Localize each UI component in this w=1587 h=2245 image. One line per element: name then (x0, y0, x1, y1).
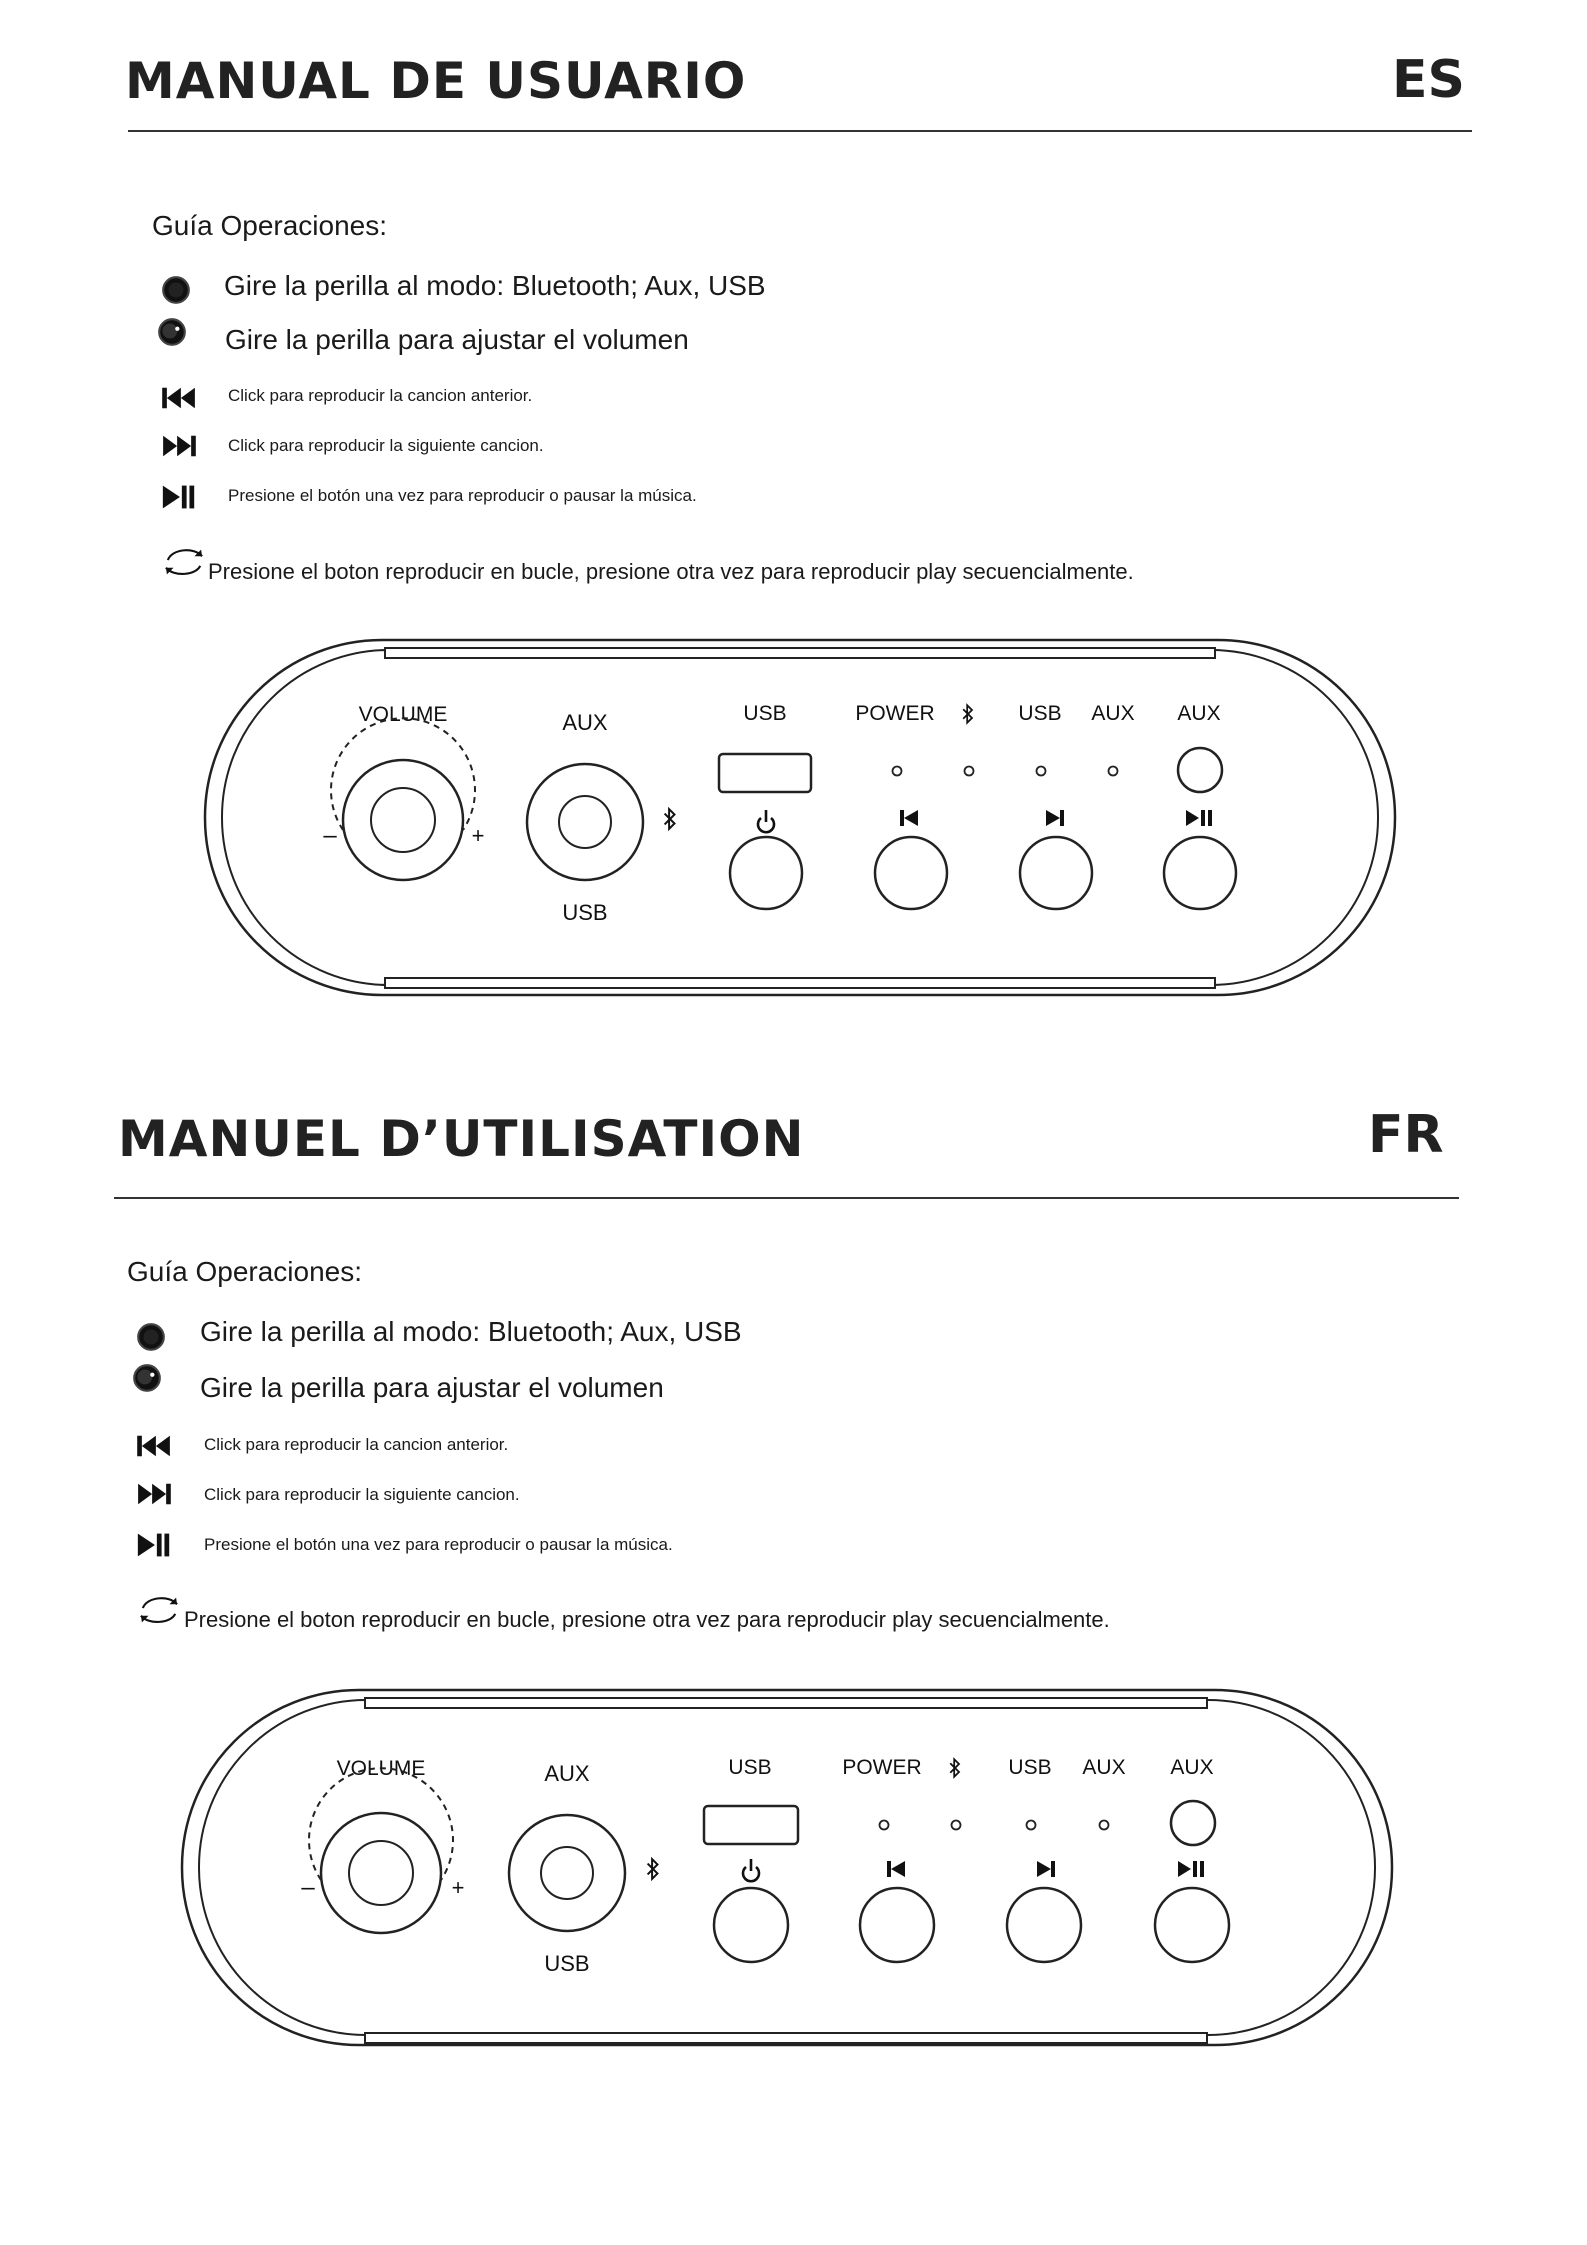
aux-jack-label: AUX (1170, 1756, 1214, 1779)
power-button[interactable] (730, 837, 802, 909)
loop-icon (160, 543, 208, 581)
next-button[interactable] (1020, 837, 1092, 909)
mode-usb-label: USB (562, 900, 608, 925)
volume-label: VOLUME (358, 703, 448, 726)
top-rail (385, 648, 1215, 658)
play-pause-button-icon (1178, 1861, 1204, 1877)
instruction-volume: Gire la perilla para ajustar el volumen (200, 1372, 664, 1403)
mode-knob-icon (135, 1321, 167, 1353)
bluetooth-led (952, 1821, 961, 1830)
instruction-play-pause: Presione el botón una vez para reproducir o pausar la música. (204, 1535, 673, 1554)
aux-led (1109, 767, 1118, 776)
usb-led-label: USB (1018, 702, 1062, 725)
previous-button[interactable] (860, 1888, 934, 1962)
power-label: POWER (855, 702, 935, 725)
guide-title: Guía Operaciones: (152, 210, 388, 241)
play-pause-button[interactable] (1164, 837, 1236, 909)
next-button-icon (1046, 810, 1064, 826)
instruction-next: Click para reproducir la siguiente cancion. (228, 436, 544, 455)
control-panel-diagram (0, 1680, 1587, 2060)
bluetooth-led (965, 767, 974, 776)
mode-aux-label: AUX (562, 710, 608, 735)
section-title: MANUAL DE USUARIO (125, 52, 747, 110)
aux-jack[interactable] (1178, 748, 1222, 792)
usb-port[interactable] (719, 754, 811, 792)
bottom-rail (385, 978, 1215, 988)
mode-knob-center (541, 1847, 593, 1899)
bluetooth-led-icon (963, 705, 972, 723)
header-divider (128, 130, 1472, 132)
aux-jack-label: AUX (1177, 702, 1221, 725)
loop-icon (135, 1591, 183, 1629)
guide-title: Guía Operaciones: (127, 1256, 363, 1287)
volume-knob-icon (131, 1362, 163, 1394)
mode-knob-center (559, 796, 611, 848)
power-led (880, 1821, 889, 1830)
instruction-play-pause: Presione el botón una vez para reproducir o pausar la música. (228, 486, 697, 505)
bottom-rail (365, 2033, 1207, 2043)
usb-port[interactable] (704, 1806, 798, 1844)
usb-led-label: USB (1008, 1756, 1052, 1779)
previous-track-icon (135, 1432, 173, 1460)
power-led (893, 767, 902, 776)
play-pause-button[interactable] (1155, 1888, 1229, 1962)
volume-knob-center (371, 788, 435, 852)
volume-knob-center (349, 1841, 413, 1905)
mode-aux-label: AUX (544, 1761, 590, 1786)
instruction-loop: Presione el boton reproducir en bucle, presione otra vez para reproducir play secuencialmente. (184, 1607, 1110, 1632)
bluetooth-led-icon (950, 1759, 959, 1777)
instruction-previous: Click para reproducir la cancion anterior. (228, 386, 533, 405)
mode-knob-icon (160, 274, 192, 306)
volume-plus: + (471, 823, 485, 848)
play-pause-icon (160, 482, 198, 512)
next-button[interactable] (1007, 1888, 1081, 1962)
instruction-previous: Click para reproducir la cancion anterior. (204, 1435, 509, 1454)
top-rail (365, 1698, 1207, 1708)
power-icon (758, 810, 774, 832)
next-track-icon (160, 432, 198, 460)
language-code: FR (1368, 1105, 1444, 1165)
aux-jack[interactable] (1171, 1801, 1215, 1845)
instruction-loop: Presione el boton reproducir en bucle, presione otra vez para reproducir play secuencialmente. (208, 559, 1134, 584)
power-button[interactable] (714, 1888, 788, 1962)
usb-port-label: USB (728, 1756, 772, 1779)
volume-minus: – (301, 1874, 315, 1901)
power-icon (743, 1859, 759, 1881)
power-label: POWER (842, 1756, 922, 1779)
previous-button-icon (887, 1861, 905, 1877)
usb-led (1037, 767, 1046, 776)
play-pause-button-icon (1186, 810, 1212, 826)
volume-knob-icon (156, 316, 188, 348)
mode-bluetooth-icon (648, 1859, 658, 1879)
volume-minus: – (323, 822, 337, 849)
next-track-icon (135, 1480, 173, 1508)
mode-usb-label: USB (544, 1951, 590, 1976)
section-title: MANUEL D’UTILISATION (118, 1110, 805, 1168)
play-pause-icon (135, 1530, 173, 1560)
usb-led (1027, 1821, 1036, 1830)
mode-bluetooth-icon (665, 809, 675, 829)
language-code: ES (1392, 50, 1465, 110)
usb-port-label: USB (743, 702, 787, 725)
volume-label: VOLUME (336, 1757, 426, 1780)
instruction-volume: Gire la perilla para ajustar el volumen (225, 324, 689, 355)
next-button-icon (1037, 1861, 1055, 1877)
instruction-next: Click para reproducir la siguiente cancion. (204, 1485, 520, 1504)
control-panel-diagram (0, 630, 1587, 1010)
aux-led-label: AUX (1091, 702, 1135, 725)
instruction-mode: Gire la perilla al modo: Bluetooth; Aux, USB (200, 1316, 742, 1347)
volume-plus: + (451, 1875, 465, 1900)
aux-led (1100, 1821, 1109, 1830)
previous-button-icon (900, 810, 918, 826)
aux-led-label: AUX (1082, 1756, 1126, 1779)
header-divider (114, 1197, 1459, 1199)
previous-track-icon (160, 384, 198, 412)
instruction-mode: Gire la perilla al modo: Bluetooth; Aux, USB (224, 270, 766, 301)
previous-button[interactable] (875, 837, 947, 909)
